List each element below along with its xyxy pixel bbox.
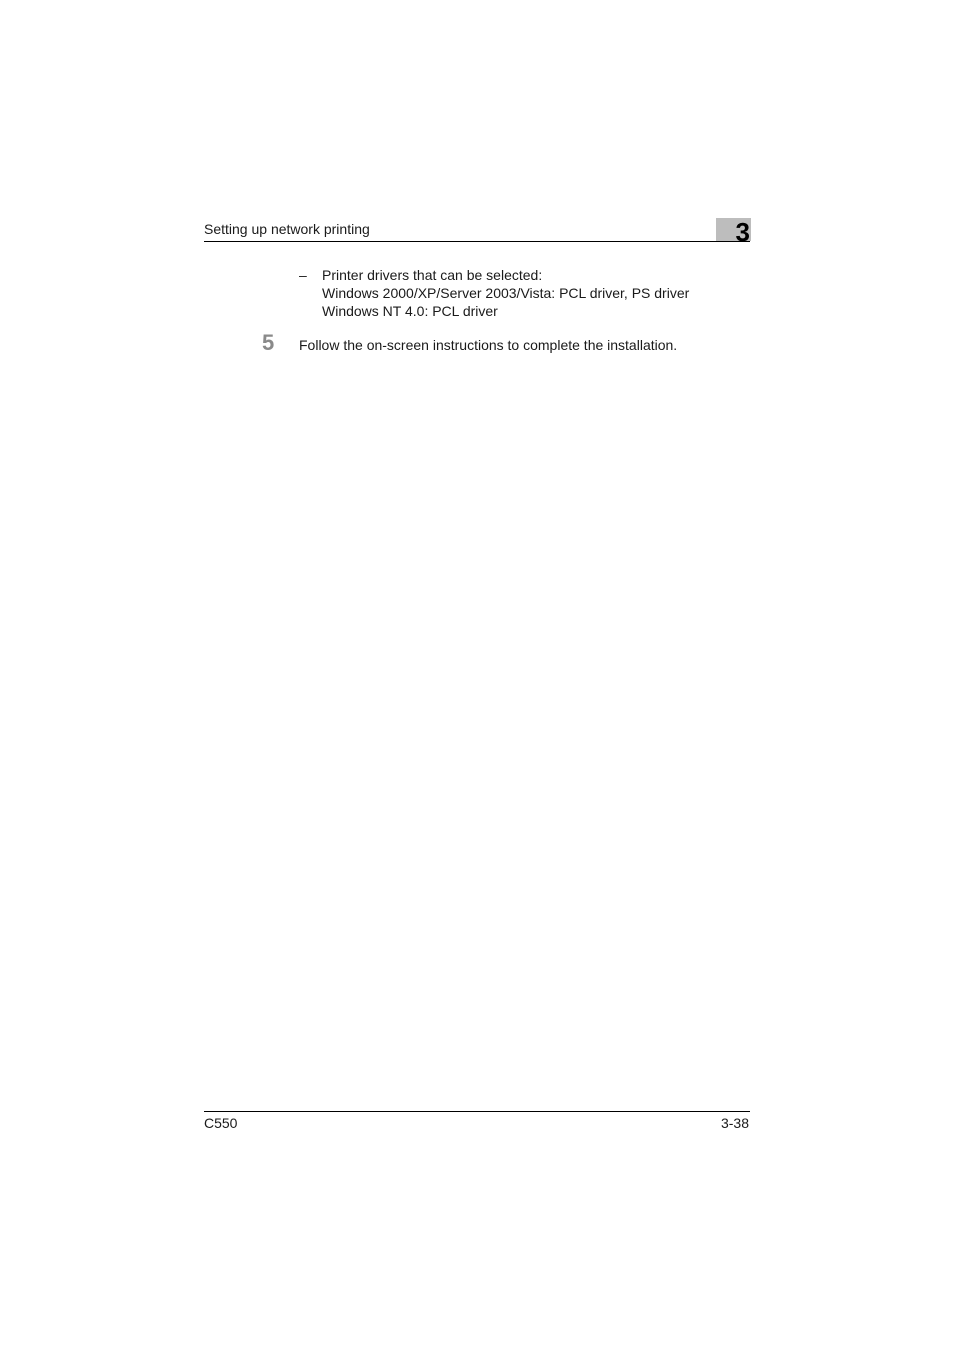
sub-bullet-line: Printer drivers that can be selected: (322, 267, 543, 283)
chapter-number: 3 (735, 217, 750, 247)
footer-page-number: 3-38 (720, 1115, 749, 1131)
sub-bullet-line: Windows 2000/XP/Server 2003/Vista: PCL driver, PS driver (322, 285, 690, 301)
footer-model: C550 (204, 1115, 238, 1131)
step-number: 5 (262, 330, 275, 355)
step-text: Follow the on-screen instructions to complete the installation. (299, 337, 678, 353)
procedure-step (262, 330, 762, 360)
dash-bullet: – (299, 267, 307, 283)
header-rule (204, 241, 750, 242)
footer-rule (204, 1111, 750, 1112)
running-header-title: Setting up network printing (204, 221, 370, 237)
sub-bullet-line: Windows NT 4.0: PCL driver (322, 303, 498, 319)
sub-bullet-list (299, 266, 689, 320)
sub-bullet-item (299, 266, 689, 320)
chapter-tab (716, 217, 751, 247)
